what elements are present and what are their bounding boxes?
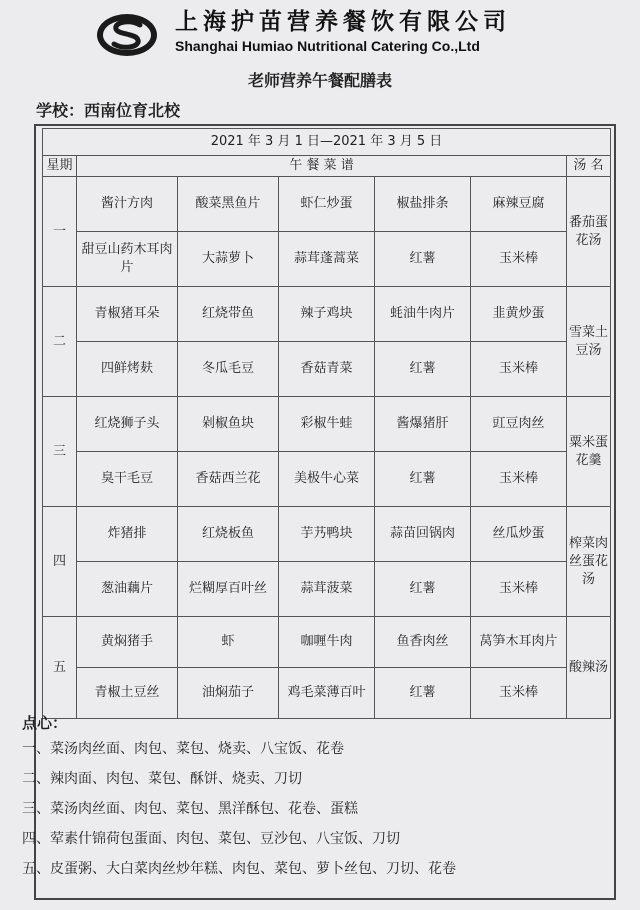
table-row (43, 287, 611, 342)
dish-cell: 红薯 (375, 668, 471, 719)
dish-cell: 酱汁方肉 (77, 177, 178, 232)
dish-cell: 蚝油牛肉片 (375, 287, 471, 342)
dish-cell: 黄焖猪手 (77, 617, 178, 668)
header-menu: 午 餐 菜 谱 (77, 156, 567, 177)
day-label: 三 (43, 397, 77, 507)
soup-cell: 雪菜土豆汤 (567, 287, 611, 397)
list-item: 三、菜汤肉丝面、肉包、菜包、黑洋酥包、花卷、蛋糕 (22, 801, 358, 817)
table-row (43, 617, 611, 668)
dish-cell: 红烧狮子头 (77, 397, 178, 452)
dish-cell: 红薯 (375, 232, 471, 287)
header-row (43, 156, 611, 177)
dish-cell: 玉米棒 (471, 668, 567, 719)
dish-cell: 大蒜萝卜 (178, 232, 279, 287)
dish-cell: 椒盐排条 (375, 177, 471, 232)
company-logo-icon (96, 12, 158, 58)
dish-cell: 蒜茸菠菜 (279, 562, 375, 617)
date-row (43, 129, 611, 156)
dish-cell: 红薯 (375, 562, 471, 617)
dish-cell: 红烧板鱼 (178, 507, 279, 562)
dish-cell: 香菇青菜 (279, 342, 375, 397)
dish-cell: 青椒土豆丝 (77, 668, 178, 719)
table-row (43, 397, 611, 452)
dish-cell: 香菇西兰花 (178, 452, 279, 507)
snacks-section (22, 712, 622, 884)
dish-cell: 甜豆山药木耳肉片 (77, 232, 178, 287)
school-name: 学校：西南位育北校 (36, 101, 181, 120)
dish-cell: 蒜茸蓬蒿菜 (279, 232, 375, 287)
dish-cell: 彩椒牛蛙 (279, 397, 375, 452)
snacks-title: 点心： (22, 714, 68, 732)
list-item: 一、菜汤肉丝面、肉包、菜包、烧卖、八宝饭、花卷 (22, 741, 344, 757)
dish-cell: 烂糊厚百叶丝 (178, 562, 279, 617)
dish-cell: 虾 (178, 617, 279, 668)
dish-cell: 红烧带鱼 (178, 287, 279, 342)
table-row (43, 342, 611, 397)
dish-cell: 青椒猪耳朵 (77, 287, 178, 342)
list-item: 四、荤素什锦荷包蛋面、肉包、菜包、豆沙包、八宝饭、刀切 (22, 831, 400, 847)
dish-cell: 四鲜烤麸 (77, 342, 178, 397)
dish-cell: 玉米棒 (471, 452, 567, 507)
table-row (43, 452, 611, 507)
day-label: 五 (43, 617, 77, 719)
dish-cell: 剁椒鱼块 (178, 397, 279, 452)
table-row (43, 177, 611, 232)
list-item: 二、辣肉面、肉包、菜包、酥饼、烧卖、刀切 (22, 771, 302, 787)
dish-cell: 麻辣豆腐 (471, 177, 567, 232)
company-name-en: Shanghai Humiao Nutritional Catering Co.,Ltd (175, 38, 480, 54)
dish-cell: 红薯 (375, 342, 471, 397)
dish-cell: 酸菜黑鱼片 (178, 177, 279, 232)
dish-cell: 玉米棒 (471, 562, 567, 617)
header-day: 星期 (43, 156, 77, 177)
dish-cell: 豇豆肉丝 (471, 397, 567, 452)
dish-cell: 莴笋木耳肉片 (471, 617, 567, 668)
dish-cell: 鱼香肉丝 (375, 617, 471, 668)
dish-cell: 鸡毛菜薄百叶 (279, 668, 375, 719)
dish-cell: 美极牛心菜 (279, 452, 375, 507)
soup-cell: 榨菜肉丝蛋花汤 (567, 507, 611, 617)
dish-cell: 冬瓜毛豆 (178, 342, 279, 397)
dish-cell: 韭黄炒蛋 (471, 287, 567, 342)
day-label: 四 (43, 507, 77, 617)
company-name-cn: 上海护苗营养餐饮有限公司 (175, 8, 511, 35)
table-row (43, 668, 611, 719)
dish-cell: 玉米棒 (471, 232, 567, 287)
letterhead (0, 0, 640, 100)
date-range: 2021 年 3 月 1 日—2021 年 3 月 5 日 (43, 129, 611, 156)
dish-cell: 玉米棒 (471, 342, 567, 397)
dish-cell: 咖喱牛肉 (279, 617, 375, 668)
dish-cell: 臭干毛豆 (77, 452, 178, 507)
dish-cell: 红薯 (375, 452, 471, 507)
dish-cell: 油焖茄子 (178, 668, 279, 719)
list-item: 五、皮蛋粥、大白菜肉丝炒年糕、肉包、菜包、萝卜丝包、刀切、花卷 (22, 861, 456, 877)
document-title: 老师营养午餐配膳表 (247, 71, 392, 90)
dish-cell: 辣子鸡块 (279, 287, 375, 342)
dish-cell: 虾仁炒蛋 (279, 177, 375, 232)
dish-cell: 酱爆猪肝 (375, 397, 471, 452)
dish-cell: 蒜苗回锅肉 (375, 507, 471, 562)
table-row (43, 232, 611, 287)
day-label: 一 (43, 177, 77, 287)
soup-cell: 酸辣汤 (567, 617, 611, 719)
lunch-menu-table (42, 128, 611, 719)
dish-cell: 丝瓜炒蛋 (471, 507, 567, 562)
header-soup: 汤 名 (567, 156, 611, 177)
soup-cell: 番茄蛋花汤 (567, 177, 611, 287)
table-row (43, 562, 611, 617)
dish-cell: 芋艿鸭块 (279, 507, 375, 562)
day-label: 二 (43, 287, 77, 397)
soup-cell: 粟米蛋花羹 (567, 397, 611, 507)
dish-cell: 炸猪排 (77, 507, 178, 562)
dish-cell: 葱油藕片 (77, 562, 178, 617)
table-row (43, 507, 611, 562)
